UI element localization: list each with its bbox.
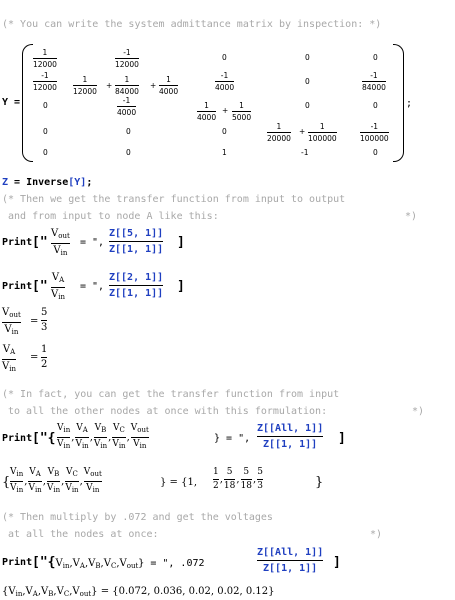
- print-1-ratio: $V_{out}$ $V_{in}$: [51, 228, 70, 257]
- print-2-tail: = ",: [80, 281, 105, 292]
- comment-multiply-c: *): [370, 529, 383, 540]
- m33a: 1 4000: [197, 101, 217, 122]
- m44-plus: +: [299, 127, 306, 136]
- m22b: 1 84000: [115, 75, 139, 96]
- print-3-ratio-B: $V_B$ $V_{in}$: [93, 423, 108, 450]
- print-2-ratio: $V_A$ $V_{in}$: [51, 272, 65, 301]
- m43: 0: [222, 127, 227, 136]
- m12: -1 12000: [115, 48, 139, 69]
- m35: 0: [373, 101, 378, 110]
- print-2-zfrac: Z[[2, 1]] Z[[1, 1]]: [109, 272, 164, 299]
- m23: -1 4000: [215, 71, 235, 92]
- print-2-open: [": [32, 279, 48, 294]
- print-3-open: ["{: [32, 431, 56, 446]
- print-4-zfrac: Z[[All, 1]] Z[[1, 1]]: [257, 547, 324, 574]
- matrix-right-paren: [393, 44, 404, 162]
- m52: 0: [126, 148, 131, 157]
- output-3-ratios: $V_{in}$ $V_{in}$ , $V_A$ $V_{in}$ , $V_B$ $V_{in}$ , $V_C$ $V_{in}$ , $V_{out}$ $V_{in}$: [10, 467, 102, 494]
- print-4-fn: Print: [2, 557, 33, 568]
- m22c: 1 4000: [159, 75, 179, 96]
- print-3-zfrac: Z[[All, 1]] Z[[1, 1]]: [257, 423, 324, 450]
- output-1-value: 5 3: [41, 307, 48, 333]
- m33-plus: +: [222, 106, 229, 115]
- m21: -1 12000: [33, 71, 57, 92]
- print-3-tail: } = ",: [214, 433, 251, 444]
- comment-multiply-b: at all the nodes at once:: [8, 529, 159, 540]
- m55: 0: [373, 148, 378, 157]
- print-4-body: ["$\{V_{in},V_A,V_B,V_C,V_{out}\}$ = ", .072: [32, 555, 205, 570]
- print-2-fn: Print: [2, 281, 33, 292]
- m25: -1 84000: [362, 71, 386, 92]
- output-3-ratio-A: $V_A$ $V_{in}$: [28, 467, 42, 494]
- print-3-ratios: $V_{in}$ $V_{in}$ , $V_A$ $V_{in}$ , $V_B$ $V_{in}$ , $V_C$ $V_{in}$ , $V_{out}$ $V_{in}$: [57, 423, 149, 450]
- output-4-line: $\{V_{in},V_A,V_B,V_C,V_{out}\} = \{0.072$, 0.036, 0.02, 0.02, 0.12}: [2, 586, 275, 598]
- m11: 1 12000: [33, 48, 57, 69]
- comment-multiply-a: (* Then multiply by .072 and get the voltages: [2, 512, 273, 523]
- m44a: 1 20000: [267, 122, 291, 143]
- print-1-fn: Print: [2, 237, 33, 248]
- output-3-ratio-in: $V_{in}$ $V_{in}$: [10, 467, 24, 494]
- m42: 0: [126, 127, 131, 136]
- output-3-value-2: $\frac{5}{18}$: [240, 467, 253, 491]
- print-1-open: [": [32, 235, 48, 250]
- output-1-eq: =: [30, 316, 39, 327]
- print-3-ratio-C: $V_C$ $V_{in}$: [112, 423, 126, 450]
- m33b: 1 5000: [232, 101, 252, 122]
- comment-allnodes-c: *): [412, 406, 425, 417]
- m44b: 1 100000: [308, 122, 337, 143]
- m32: -1 4000: [117, 96, 137, 117]
- matrix-left-paren: [22, 44, 33, 162]
- output-2-value: 1 2: [41, 344, 48, 370]
- print-1-zfrac: Z[[5, 1]] Z[[1, 1]]: [109, 228, 164, 255]
- output-3-ratio-out: $V_{out}$ $V_{in}$: [83, 467, 102, 494]
- m45: -1 100000: [360, 122, 389, 143]
- m53: 1: [222, 148, 227, 157]
- m41: 0: [43, 127, 48, 136]
- print-2-close: ]: [177, 279, 185, 294]
- m24: 0: [305, 77, 310, 86]
- output-1-ratio: $V_{out}$ $V_{in}$: [2, 307, 21, 336]
- output-3-values: $\frac{1}{2}$ , $\frac{5}{18}$ , $\frac{5}{18}$ , $\frac{5}{3}$: [213, 467, 263, 491]
- output-3-open: {: [2, 475, 11, 490]
- print-3-fn: Print: [2, 433, 33, 444]
- m22a: 1 12000: [73, 75, 97, 96]
- m54: -1: [301, 148, 309, 157]
- comment-transfer-c: *): [405, 211, 418, 222]
- print-3-ratio-A: $V_A$ $V_{in}$: [75, 423, 89, 450]
- m14: 0: [305, 53, 310, 62]
- m22-plus1: +: [106, 81, 113, 90]
- m31: 0: [43, 101, 48, 110]
- m51: 0: [43, 148, 48, 157]
- m34: 0: [305, 101, 310, 110]
- print-4-close: ]: [333, 555, 341, 570]
- output-2-eq: =: [30, 352, 39, 363]
- m13: 0: [222, 53, 227, 62]
- output-3-eq: } = {1,: [160, 477, 198, 488]
- m15: 0: [373, 53, 378, 62]
- print-1-tail: = ",: [80, 237, 105, 248]
- comment-admittance: (* You can write the system admittance matrix by inspection: *): [2, 19, 382, 30]
- print-3-ratio-out: $V_{out}$ $V_{in}$: [130, 423, 149, 450]
- comment-allnodes-a: (* In fact, you can get the transfer function from input: [2, 389, 340, 400]
- print-3-close: ]: [338, 431, 346, 446]
- print-3-ratio-in: $V_{in}$ $V_{in}$: [57, 423, 71, 450]
- print-1-close: ]: [177, 235, 185, 250]
- output-3-ratio-C: $V_C$ $V_{in}$: [65, 467, 79, 494]
- comment-transfer-b: and from input to node A like this:: [8, 211, 219, 222]
- comment-allnodes-b: to all the other nodes at once with this formulation:: [8, 406, 328, 417]
- output-3-close: }: [315, 475, 324, 490]
- inverse-line: Z = Inverse[Y];: [2, 177, 93, 188]
- output-3-ratio-B: $V_B$ $V_{in}$: [46, 467, 61, 494]
- output-2-ratio: $V_A$ $V_{in}$: [2, 344, 16, 373]
- m22-plus2: +: [150, 81, 157, 90]
- output-3-value-0: $\frac{1}{2}$: [213, 467, 219, 491]
- matrix-semicolon: ;: [406, 98, 413, 109]
- output-3-value-3: $\frac{5}{3}$: [257, 467, 263, 491]
- output-3-value-1: $\frac{5}{18}$: [223, 467, 236, 491]
- matrix-lhs: Y =: [2, 97, 21, 108]
- comment-transfer-a: (* Then we get the transfer function from input to output: [2, 194, 346, 205]
